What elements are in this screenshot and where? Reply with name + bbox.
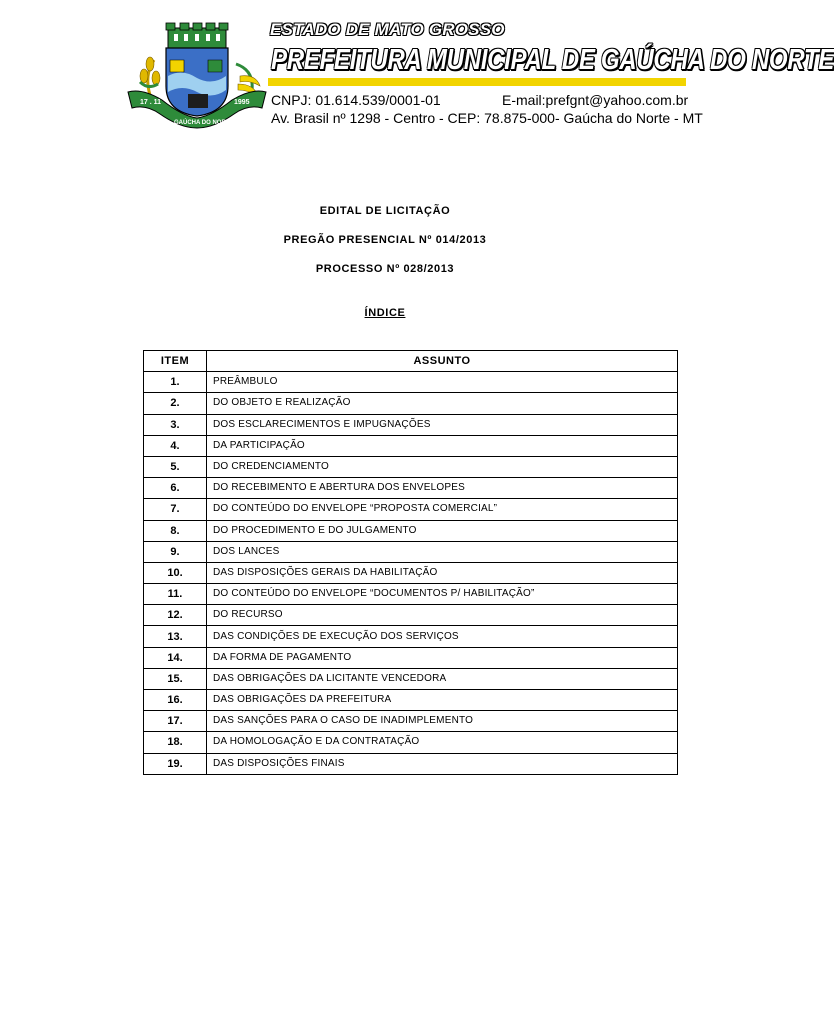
item-number: 2. xyxy=(144,393,207,414)
item-subject: DAS OBRIGAÇÕES DA LICITANTE VENCEDORA xyxy=(207,668,678,689)
municipal-crest-icon xyxy=(122,20,272,130)
item-number: 1. xyxy=(144,372,207,393)
state-title: ESTADO DE MATO GROSSO xyxy=(270,20,505,39)
item-number: 6. xyxy=(144,478,207,499)
item-number: 12. xyxy=(144,605,207,626)
table-row xyxy=(144,626,678,647)
item-subject: DAS CONDIÇÕES DE EXECUÇÃO DOS SERVIÇOS xyxy=(207,626,678,647)
item-subject: DO PROCEDIMENTO E DO JULGAMENTO xyxy=(207,520,678,541)
crest-ribbon-text: GAÚCHA DO NORTE xyxy=(174,120,234,126)
item-subject: DA PARTICIPAÇÃO xyxy=(207,435,678,456)
document-title: EDITAL DE LICITAÇÃO xyxy=(319,205,451,217)
item-number: 17. xyxy=(144,711,207,732)
header-accent-bar xyxy=(268,78,686,86)
table-row xyxy=(144,584,678,605)
item-subject: DOS ESCLARECIMENTOS E IMPUGNAÇÕES xyxy=(207,414,678,435)
item-subject: DO RECEBIMENTO E ABERTURA DOS ENVELOPES xyxy=(207,478,678,499)
processo-number: PROCESSO Nº 028/2013 xyxy=(315,263,455,275)
table-row xyxy=(144,711,678,732)
item-subject: DA HOMOLOGAÇÃO E DA CONTRATAÇÃO xyxy=(207,732,678,753)
table-row xyxy=(144,414,678,435)
email-line: E-mail:prefgnt@yahoo.com.br xyxy=(502,92,689,108)
table-row xyxy=(144,690,678,711)
item-subject: DO CONTEÚDO DO ENVELOPE “PROPOSTA COMERCIAL” xyxy=(207,499,678,520)
cnpj-line: CNPJ: 01.614.539/0001-01 xyxy=(271,92,441,108)
table-row xyxy=(144,435,678,456)
column-header-item: ITEM xyxy=(144,351,207,372)
item-number: 15. xyxy=(144,668,207,689)
table-row xyxy=(144,478,678,499)
pregao-number: PREGÃO PRESENCIAL Nº 014/2013 xyxy=(283,234,487,246)
item-subject: PREÂMBULO xyxy=(207,372,678,393)
crest-left-date: 17 . 11 xyxy=(140,99,162,106)
column-header-subject: ASSUNTO xyxy=(207,351,678,372)
item-subject: DA FORMA DE PAGAMENTO xyxy=(207,647,678,668)
item-number: 18. xyxy=(144,732,207,753)
table-row xyxy=(144,605,678,626)
item-number: 11. xyxy=(144,584,207,605)
table-row xyxy=(144,520,678,541)
item-subject: DO CONTEÚDO DO ENVELOPE “DOCUMENTOS P/ HABILITAÇÃO” xyxy=(207,584,678,605)
table-header-row xyxy=(144,351,678,372)
item-number: 19. xyxy=(144,753,207,774)
item-number: 7. xyxy=(144,499,207,520)
index-table-body xyxy=(144,372,678,775)
table-row xyxy=(144,541,678,562)
item-number: 10. xyxy=(144,562,207,583)
table-row xyxy=(144,562,678,583)
item-subject: DOS LANCES xyxy=(207,541,678,562)
item-subject: DAS DISPOSIÇÕES FINAIS xyxy=(207,753,678,774)
crest-right-year: 1995 xyxy=(234,99,250,106)
table-row xyxy=(144,668,678,689)
address-line: Av. Brasil nº 1298 - Centro - CEP: 78.875-000- Gaúcha do Norte - MT xyxy=(271,110,703,126)
item-number: 8. xyxy=(144,520,207,541)
index-heading: ÍNDICE xyxy=(364,307,406,319)
item-subject: DAS SANÇÕES PARA O CASO DE INADIMPLEMENTO xyxy=(207,711,678,732)
item-number: 16. xyxy=(144,690,207,711)
table-row xyxy=(144,372,678,393)
item-subject: DAS OBRIGAÇÕES DA PREFEITURA xyxy=(207,690,678,711)
table-row xyxy=(144,393,678,414)
item-number: 9. xyxy=(144,541,207,562)
item-number: 5. xyxy=(144,456,207,477)
municipality-title: PREFEITURA MUNICIPAL DE GAÚCHA DO NORTE xyxy=(271,44,834,76)
item-number: 3. xyxy=(144,414,207,435)
item-number: 14. xyxy=(144,647,207,668)
table-row xyxy=(144,456,678,477)
item-subject: DO OBJETO E REALIZAÇÃO xyxy=(207,393,678,414)
table-row xyxy=(144,753,678,774)
item-subject: DO RECURSO xyxy=(207,605,678,626)
table-row xyxy=(144,499,678,520)
item-subject: DO CREDENCIAMENTO xyxy=(207,456,678,477)
table-row xyxy=(144,732,678,753)
item-number: 4. xyxy=(144,435,207,456)
item-subject: DAS DISPOSIÇÕES GERAIS DA HABILITAÇÃO xyxy=(207,562,678,583)
item-number: 13. xyxy=(144,626,207,647)
index-table xyxy=(143,350,678,775)
table-row xyxy=(144,647,678,668)
